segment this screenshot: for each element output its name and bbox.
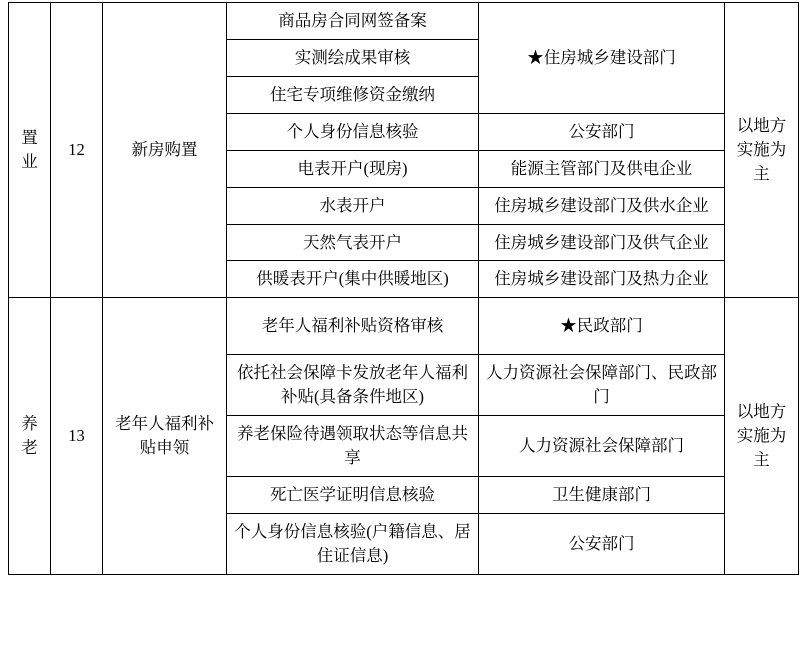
service-item-cell: 老年人福利补贴资格审核 (227, 298, 479, 355)
department-cell: 住房城乡建设部门及热力企业 (479, 261, 725, 298)
government-service-items-table (8, 2, 799, 575)
category-cell (9, 3, 51, 298)
department-cell: ★住房城乡建设部门 (479, 3, 725, 114)
service-item-cell: 水表开户 (227, 187, 479, 224)
table-body (9, 3, 799, 575)
department-cell: ★民政部门 (479, 298, 725, 355)
number-cell: 12 (51, 3, 103, 298)
service-item-cell: 养老保险待遇领取状态等信息共享 (227, 416, 479, 477)
table-row (9, 3, 799, 40)
department-cell: 人力资源社会保障部门、民政部门 (479, 355, 725, 416)
service-item-cell: 依托社会保障卡发放老年人福利补贴(具备条件地区) (227, 355, 479, 416)
category-cell (9, 298, 51, 574)
department-cell: 住房城乡建设部门及供水企业 (479, 187, 725, 224)
category-label: 养老 (21, 414, 38, 458)
service-item-cell: 死亡医学证明信息核验 (227, 477, 479, 514)
service-item-cell: 实测绘成果审核 (227, 39, 479, 76)
theme-cell: 老年人福利补贴申领 (103, 298, 227, 574)
service-item-cell: 住宅专项维修资金缴纳 (227, 76, 479, 113)
table-row (9, 298, 799, 355)
department-cell: 人力资源社会保障部门 (479, 416, 725, 477)
department-cell: 住房城乡建设部门及供气企业 (479, 224, 725, 261)
service-item-cell: 个人身份信息核验 (227, 113, 479, 150)
department-cell: 能源主管部门及供电企业 (479, 150, 725, 187)
service-item-cell: 商品房合同网签备案 (227, 3, 479, 40)
service-item-cell: 个人身份信息核验(户籍信息、居住证信息) (227, 513, 479, 574)
note-cell: 以地方实施为主 (725, 3, 799, 298)
service-item-cell: 天然气表开户 (227, 224, 479, 261)
number-cell: 13 (51, 298, 103, 574)
note-cell: 以地方实施为主 (725, 298, 799, 574)
service-item-cell: 供暖表开户(集中供暖地区) (227, 261, 479, 298)
document-page (0, 2, 806, 656)
service-item-cell: 电表开户(现房) (227, 150, 479, 187)
department-cell: 公安部门 (479, 113, 725, 150)
theme-cell: 新房购置 (103, 3, 227, 298)
department-cell: 公安部门 (479, 513, 725, 574)
category-label: 置业 (21, 128, 38, 172)
department-cell: 卫生健康部门 (479, 477, 725, 514)
